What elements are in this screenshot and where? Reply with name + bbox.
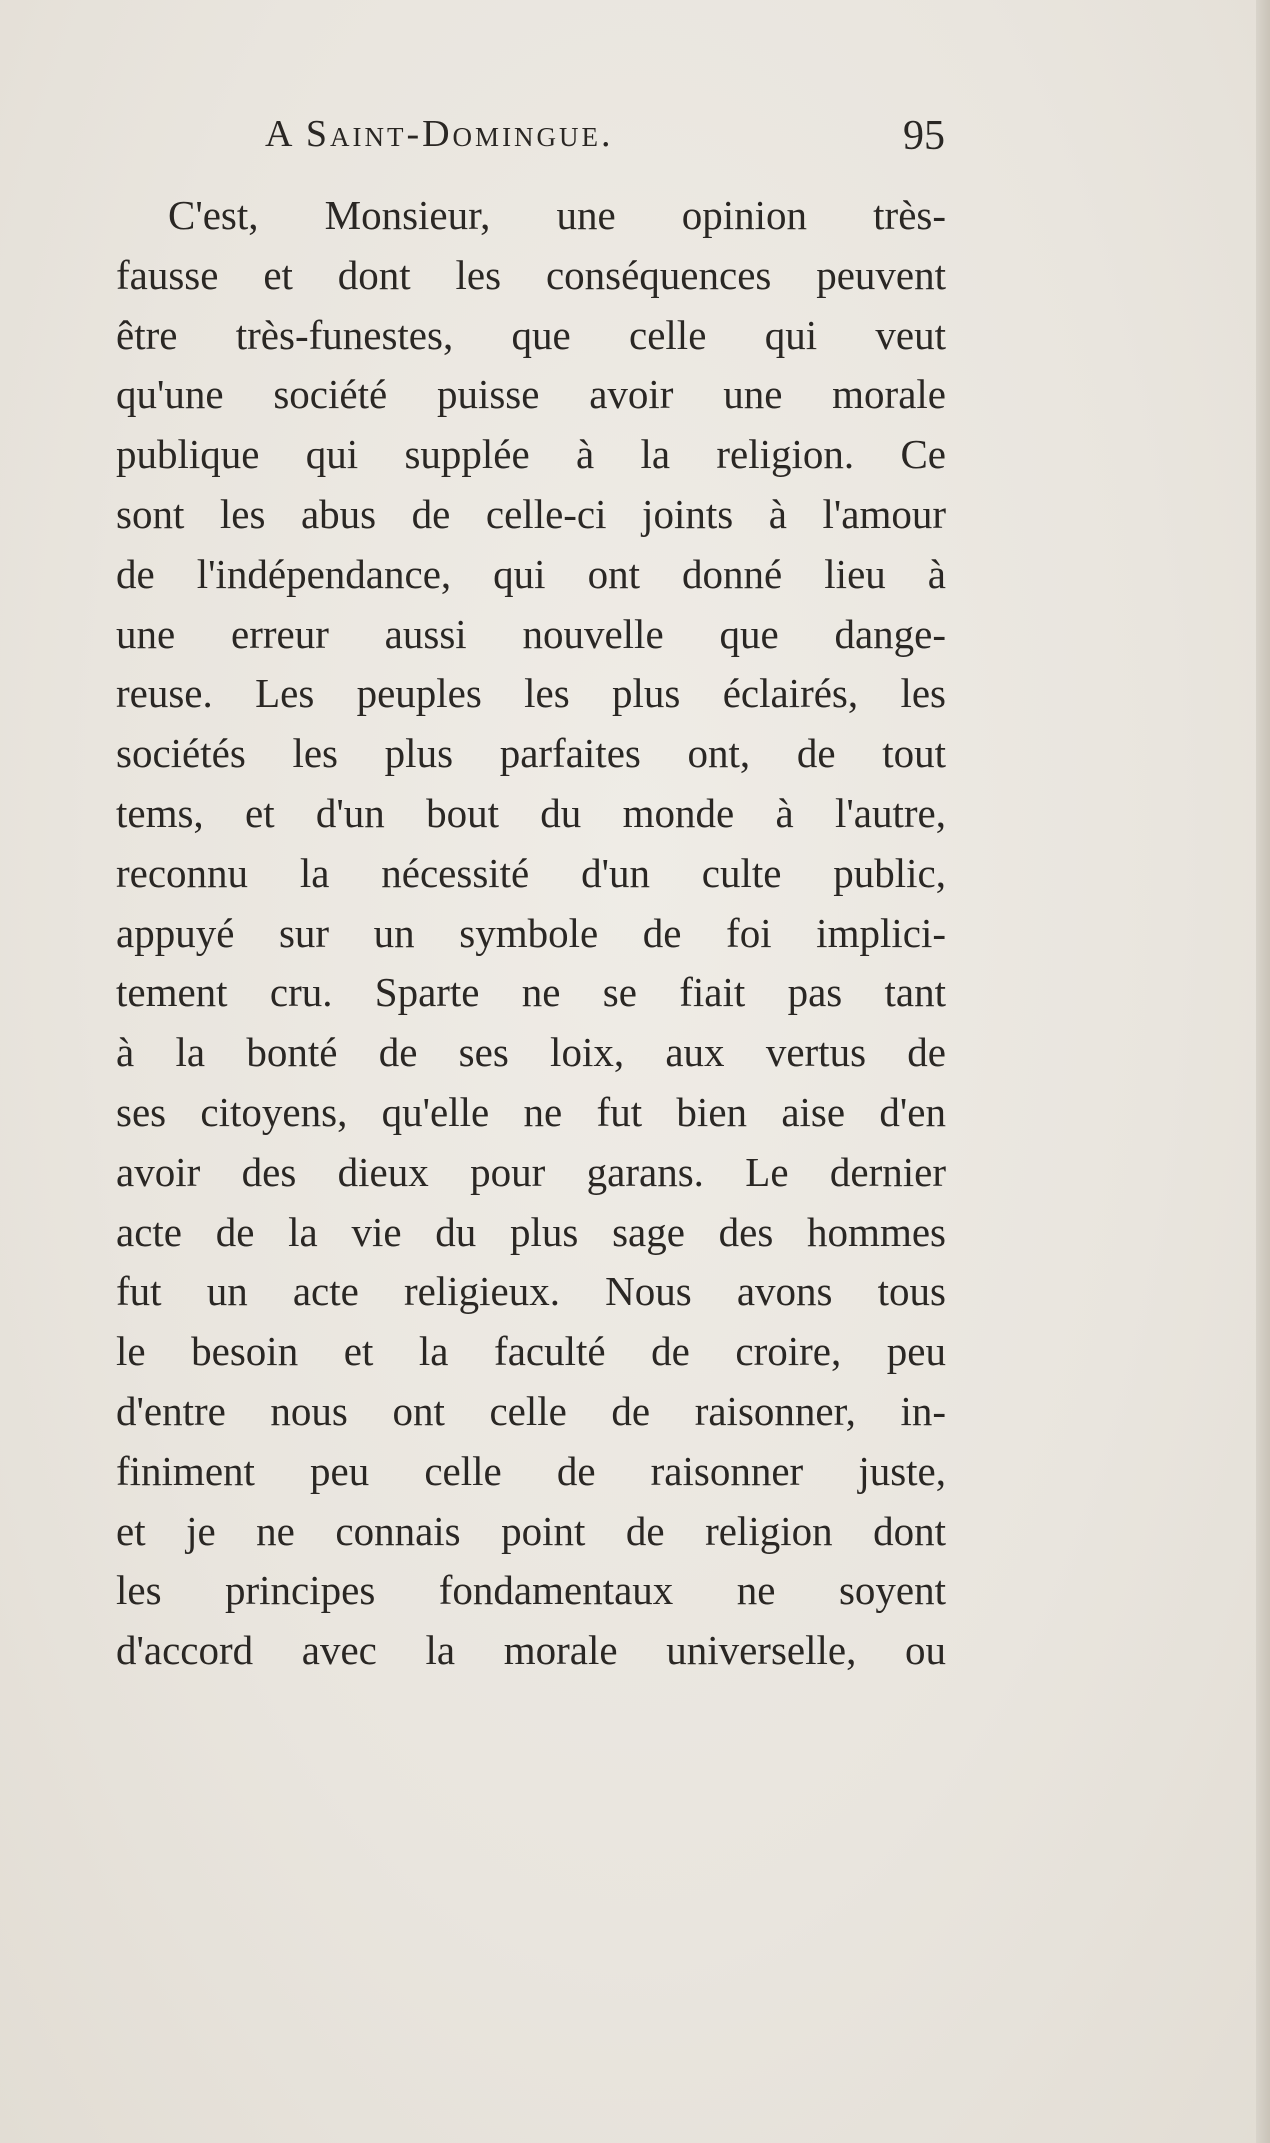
- text-line: tems, et d'un bout du monde à l'autre,: [116, 789, 946, 836]
- text-line: être très-funestes, que celle qui veut: [116, 311, 946, 358]
- text-line: appuyé sur un symbole de foi implici-: [116, 909, 946, 956]
- text-line: à la bonté de ses loix, aux vertus de: [116, 1029, 946, 1076]
- page-edge: [1256, 0, 1270, 2143]
- text-line: acte de la vie du plus sage des hommes: [116, 1208, 946, 1255]
- body-text: [116, 186, 946, 1681]
- text-line: fausse et dont les conséquences peuvent: [116, 251, 946, 298]
- text-line: sociétés les plus parfaites ont, de tout: [116, 730, 946, 777]
- running-title: A Saint-Domingue.: [265, 113, 614, 155]
- text-line: avoir des dieux pour garans. Le dernier: [116, 1148, 946, 1195]
- text-line: une erreur aussi nouvelle que dange-: [116, 610, 946, 657]
- text-line: et je ne connais point de religion dont: [116, 1507, 946, 1554]
- text-line: reuse. Les peuples les plus éclairés, les: [116, 670, 946, 717]
- text-line: d'entre nous ont celle de raisonner, in-: [116, 1387, 946, 1434]
- text-line: tement cru. Sparte ne se fiait pas tant: [116, 969, 946, 1016]
- text-line: reconnu la nécessité d'un culte public,: [116, 849, 946, 896]
- text-line: de l'indépendance, qui ont donné lieu à: [116, 550, 946, 597]
- text-line: d'accord avec la morale universelle, ou: [116, 1627, 946, 1674]
- page-number: 95: [903, 113, 945, 159]
- text-line: les principes fondamentaux ne soyent: [116, 1567, 946, 1614]
- text-line: qu'une société puisse avoir une morale: [116, 371, 946, 418]
- text-line: sont les abus de celle-ci joints à l'amour: [116, 490, 946, 537]
- text-line: fut un acte religieux. Nous avons tous: [116, 1268, 946, 1315]
- text-line: ses citoyens, qu'elle ne fut bien aise d'en: [116, 1088, 946, 1135]
- text-line: C'est, Monsieur, une opinion très-: [168, 192, 946, 238]
- text-line: publique qui supplée à la religion. Ce: [116, 431, 946, 478]
- text-line: finiment peu celle de raisonner juste,: [116, 1447, 946, 1494]
- text-line: le besoin et la faculté de croire, peu: [116, 1328, 946, 1375]
- running-header: [265, 112, 945, 162]
